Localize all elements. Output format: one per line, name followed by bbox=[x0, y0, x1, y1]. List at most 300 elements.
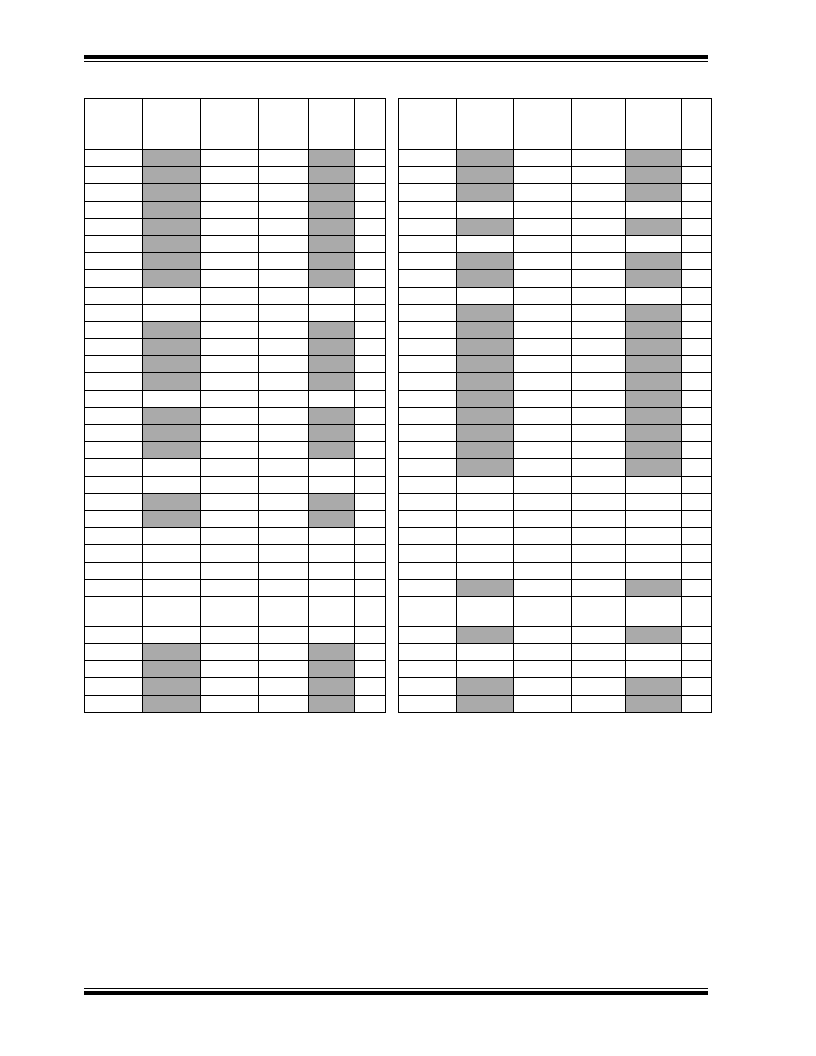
table-cell bbox=[457, 235, 514, 252]
table-cell bbox=[143, 287, 201, 304]
row-label-cell bbox=[85, 493, 143, 510]
table-cell bbox=[682, 304, 712, 321]
row-label-cell bbox=[85, 373, 143, 390]
table-cell bbox=[682, 695, 712, 712]
row-label-cell bbox=[399, 425, 457, 442]
shaded-cell bbox=[309, 201, 355, 218]
table-cell bbox=[682, 167, 712, 184]
table-cell bbox=[259, 373, 309, 390]
table-cell bbox=[259, 579, 309, 596]
table-cell bbox=[355, 596, 386, 626]
table-cell bbox=[259, 644, 309, 661]
shaded-cell bbox=[457, 270, 514, 287]
table-cell bbox=[626, 644, 682, 661]
table-cell bbox=[201, 407, 259, 424]
table-cell bbox=[201, 218, 259, 235]
table-cell bbox=[682, 528, 712, 545]
table-cell bbox=[201, 459, 259, 476]
shaded-cell bbox=[143, 253, 201, 270]
shaded-cell bbox=[309, 339, 355, 356]
row-label-cell bbox=[85, 661, 143, 678]
table-row bbox=[399, 545, 712, 562]
row-label-cell bbox=[85, 425, 143, 442]
table-row bbox=[399, 425, 712, 442]
table-cell bbox=[201, 493, 259, 510]
table-cell bbox=[457, 476, 514, 493]
table-cell bbox=[514, 184, 572, 201]
shaded-cell bbox=[457, 579, 514, 596]
table-cell bbox=[355, 644, 386, 661]
shaded-cell bbox=[309, 644, 355, 661]
table-cell bbox=[355, 235, 386, 252]
table-cell bbox=[682, 425, 712, 442]
row-label-cell bbox=[399, 218, 457, 235]
table-cell bbox=[626, 287, 682, 304]
shaded-cell bbox=[143, 167, 201, 184]
row-label-cell bbox=[399, 493, 457, 510]
table-row bbox=[85, 425, 386, 442]
shaded-cell bbox=[143, 356, 201, 373]
table-cell bbox=[201, 167, 259, 184]
table-cell bbox=[514, 150, 572, 167]
table-cell bbox=[143, 528, 201, 545]
table-cell bbox=[259, 287, 309, 304]
table-cell bbox=[514, 201, 572, 218]
shaded-cell bbox=[457, 339, 514, 356]
table-cell bbox=[259, 442, 309, 459]
table-cell bbox=[682, 510, 712, 527]
shaded-cell bbox=[143, 184, 201, 201]
table-cell bbox=[355, 287, 386, 304]
header-cell bbox=[259, 99, 309, 150]
table-cell bbox=[682, 493, 712, 510]
table-cell bbox=[259, 270, 309, 287]
row-label-cell bbox=[399, 510, 457, 527]
table-cell bbox=[355, 678, 386, 695]
table-cell bbox=[572, 304, 626, 321]
table-row bbox=[399, 407, 712, 424]
shaded-cell bbox=[309, 150, 355, 167]
table-cell bbox=[259, 339, 309, 356]
table-cell bbox=[355, 339, 386, 356]
row-label-cell bbox=[399, 442, 457, 459]
table-cell bbox=[572, 425, 626, 442]
shaded-cell bbox=[309, 510, 355, 527]
table-cell bbox=[259, 201, 309, 218]
shaded-cell bbox=[626, 390, 682, 407]
header-rule-thick bbox=[84, 55, 708, 59]
table-row bbox=[399, 235, 712, 252]
shaded-cell bbox=[457, 150, 514, 167]
table-cell bbox=[457, 661, 514, 678]
table-row bbox=[85, 235, 386, 252]
table-cell bbox=[682, 150, 712, 167]
table-row bbox=[85, 476, 386, 493]
table-row bbox=[85, 562, 386, 579]
table-cell bbox=[682, 626, 712, 643]
row-label-cell bbox=[85, 339, 143, 356]
row-label-cell bbox=[85, 218, 143, 235]
table-cell bbox=[355, 579, 386, 596]
shaded-cell bbox=[457, 167, 514, 184]
row-label-cell bbox=[85, 201, 143, 218]
table-row bbox=[85, 356, 386, 373]
table-cell bbox=[572, 321, 626, 338]
table-cell bbox=[572, 442, 626, 459]
table-cell bbox=[309, 596, 355, 626]
shaded-cell bbox=[626, 184, 682, 201]
header-cell bbox=[626, 99, 682, 150]
shaded-cell bbox=[309, 184, 355, 201]
table-cell bbox=[201, 562, 259, 579]
row-label-cell bbox=[399, 373, 457, 390]
table-cell bbox=[572, 661, 626, 678]
table-cell bbox=[572, 407, 626, 424]
shaded-cell bbox=[457, 626, 514, 643]
row-label-cell bbox=[85, 459, 143, 476]
row-label-cell bbox=[85, 528, 143, 545]
table-cell bbox=[626, 235, 682, 252]
table-row bbox=[399, 493, 712, 510]
table-cell bbox=[514, 287, 572, 304]
table-cell bbox=[355, 425, 386, 442]
shaded-cell bbox=[626, 167, 682, 184]
table-cell bbox=[682, 476, 712, 493]
table-cell bbox=[201, 270, 259, 287]
table-cell bbox=[355, 184, 386, 201]
shaded-cell bbox=[143, 661, 201, 678]
table-cell bbox=[259, 167, 309, 184]
shaded-cell bbox=[143, 678, 201, 695]
table-cell bbox=[572, 695, 626, 712]
row-label-cell bbox=[85, 644, 143, 661]
shaded-cell bbox=[626, 373, 682, 390]
table-cell bbox=[682, 678, 712, 695]
table-cell bbox=[201, 579, 259, 596]
table-cell bbox=[682, 373, 712, 390]
table-cell bbox=[355, 476, 386, 493]
table-cell bbox=[514, 390, 572, 407]
table-cell bbox=[355, 218, 386, 235]
shaded-cell bbox=[626, 253, 682, 270]
row-label-cell bbox=[399, 562, 457, 579]
table-cell bbox=[201, 596, 259, 626]
shaded-cell bbox=[309, 218, 355, 235]
table-cell bbox=[626, 661, 682, 678]
shaded-cell bbox=[309, 373, 355, 390]
table-cell bbox=[514, 695, 572, 712]
table-cell bbox=[682, 184, 712, 201]
table-cell bbox=[355, 321, 386, 338]
table-cell bbox=[682, 596, 712, 626]
table-row bbox=[399, 626, 712, 643]
table-cell bbox=[259, 493, 309, 510]
row-label-cell bbox=[399, 270, 457, 287]
table-cell bbox=[259, 425, 309, 442]
table-cell bbox=[572, 562, 626, 579]
row-label-cell bbox=[399, 459, 457, 476]
table-cell bbox=[572, 678, 626, 695]
table-cell bbox=[309, 304, 355, 321]
table-cell bbox=[514, 356, 572, 373]
shaded-cell bbox=[457, 356, 514, 373]
table-cell bbox=[682, 390, 712, 407]
table-cell bbox=[259, 626, 309, 643]
table-cell bbox=[355, 695, 386, 712]
table-row bbox=[399, 562, 712, 579]
table-cell bbox=[259, 695, 309, 712]
table-cell bbox=[259, 184, 309, 201]
table-row bbox=[399, 321, 712, 338]
table-row bbox=[85, 150, 386, 167]
table-cell bbox=[682, 201, 712, 218]
table-cell bbox=[201, 545, 259, 562]
table-cell bbox=[682, 644, 712, 661]
shaded-cell bbox=[626, 356, 682, 373]
table-header-row bbox=[85, 99, 386, 150]
table-cell bbox=[572, 235, 626, 252]
table-cell bbox=[682, 459, 712, 476]
shaded-cell bbox=[309, 321, 355, 338]
table-cell bbox=[572, 339, 626, 356]
table-cell bbox=[259, 253, 309, 270]
row-label-cell bbox=[85, 287, 143, 304]
table-cell bbox=[259, 321, 309, 338]
table-row bbox=[85, 270, 386, 287]
row-label-cell bbox=[85, 167, 143, 184]
table-cell bbox=[682, 321, 712, 338]
table-cell bbox=[143, 476, 201, 493]
table-cell bbox=[355, 373, 386, 390]
table-cell bbox=[457, 287, 514, 304]
table-cell bbox=[259, 661, 309, 678]
table-cell bbox=[514, 678, 572, 695]
shaded-cell bbox=[626, 407, 682, 424]
table-cell bbox=[572, 476, 626, 493]
table-row bbox=[85, 167, 386, 184]
shaded-cell bbox=[626, 459, 682, 476]
table-cell bbox=[201, 253, 259, 270]
table-cell bbox=[309, 476, 355, 493]
footer-rule-thick bbox=[84, 991, 708, 995]
table-cell bbox=[355, 407, 386, 424]
header-cell bbox=[514, 99, 572, 150]
table-row bbox=[399, 596, 712, 626]
header-cell bbox=[457, 99, 514, 150]
table-cell bbox=[355, 510, 386, 527]
table-cell bbox=[626, 596, 682, 626]
table-row bbox=[399, 304, 712, 321]
table-cell bbox=[259, 476, 309, 493]
table-cell bbox=[514, 373, 572, 390]
table-cell bbox=[682, 442, 712, 459]
row-label-cell bbox=[85, 235, 143, 252]
table-cell bbox=[259, 218, 309, 235]
row-label-cell bbox=[399, 661, 457, 678]
table-cell bbox=[143, 579, 201, 596]
row-label-cell bbox=[399, 167, 457, 184]
header-cell bbox=[682, 99, 712, 150]
row-label-cell bbox=[399, 321, 457, 338]
row-label-cell bbox=[399, 626, 457, 643]
table-cell bbox=[143, 562, 201, 579]
shaded-cell bbox=[457, 678, 514, 695]
table-row bbox=[85, 442, 386, 459]
table-cell bbox=[259, 459, 309, 476]
table-cell bbox=[201, 304, 259, 321]
table-cell bbox=[457, 545, 514, 562]
table-cell bbox=[514, 459, 572, 476]
table-cell bbox=[201, 695, 259, 712]
table-cell bbox=[682, 339, 712, 356]
shaded-cell bbox=[626, 150, 682, 167]
table-cell bbox=[514, 218, 572, 235]
table-cell bbox=[682, 545, 712, 562]
table-cell bbox=[259, 678, 309, 695]
table-row bbox=[399, 644, 712, 661]
shaded-cell bbox=[626, 442, 682, 459]
row-label-cell bbox=[85, 476, 143, 493]
row-label-cell bbox=[399, 545, 457, 562]
footer-rule-thin bbox=[84, 988, 708, 989]
table-row bbox=[399, 167, 712, 184]
table-row bbox=[85, 287, 386, 304]
table-row bbox=[85, 407, 386, 424]
table-cell bbox=[143, 596, 201, 626]
shaded-cell bbox=[626, 321, 682, 338]
table-cell bbox=[514, 626, 572, 643]
table-cell bbox=[201, 356, 259, 373]
table-cell bbox=[355, 442, 386, 459]
row-label-cell bbox=[399, 235, 457, 252]
table-cell bbox=[201, 339, 259, 356]
shaded-cell bbox=[143, 218, 201, 235]
shaded-cell bbox=[143, 644, 201, 661]
shaded-cell bbox=[309, 407, 355, 424]
table-cell bbox=[259, 528, 309, 545]
row-label-cell bbox=[399, 579, 457, 596]
shaded-cell bbox=[457, 459, 514, 476]
table-cell bbox=[572, 373, 626, 390]
table-row bbox=[399, 528, 712, 545]
table-cell bbox=[309, 562, 355, 579]
row-label-cell bbox=[399, 184, 457, 201]
shaded-cell bbox=[309, 442, 355, 459]
row-label-cell bbox=[85, 442, 143, 459]
table-cell bbox=[514, 528, 572, 545]
table-row bbox=[399, 339, 712, 356]
table-cell bbox=[572, 184, 626, 201]
shaded-cell bbox=[457, 695, 514, 712]
shaded-cell bbox=[309, 270, 355, 287]
shaded-cell bbox=[309, 235, 355, 252]
table-row bbox=[85, 304, 386, 321]
table-row bbox=[399, 661, 712, 678]
shaded-cell bbox=[457, 304, 514, 321]
table-row bbox=[399, 287, 712, 304]
table-cell bbox=[572, 253, 626, 270]
shaded-cell bbox=[309, 661, 355, 678]
table-cell bbox=[201, 150, 259, 167]
table-row bbox=[85, 661, 386, 678]
table-cell bbox=[572, 510, 626, 527]
table-cell bbox=[682, 562, 712, 579]
row-label-cell bbox=[85, 356, 143, 373]
shaded-cell bbox=[457, 218, 514, 235]
table-cell bbox=[259, 562, 309, 579]
table-cell bbox=[514, 644, 572, 661]
row-label-cell bbox=[399, 695, 457, 712]
table-row bbox=[399, 459, 712, 476]
row-label-cell bbox=[85, 695, 143, 712]
table-cell bbox=[355, 356, 386, 373]
table-cell bbox=[143, 390, 201, 407]
table-cell bbox=[514, 442, 572, 459]
table-row bbox=[85, 626, 386, 643]
table-cell bbox=[309, 459, 355, 476]
table-cell bbox=[626, 545, 682, 562]
table-cell bbox=[457, 562, 514, 579]
table-row bbox=[399, 695, 712, 712]
table-cell bbox=[514, 579, 572, 596]
table-cell bbox=[572, 270, 626, 287]
table-row bbox=[85, 373, 386, 390]
row-label-cell bbox=[399, 390, 457, 407]
table-cell bbox=[259, 356, 309, 373]
table-cell bbox=[201, 644, 259, 661]
table-cell bbox=[682, 407, 712, 424]
shaded-cell bbox=[309, 695, 355, 712]
left-table bbox=[84, 98, 386, 713]
table-row bbox=[399, 678, 712, 695]
table-row bbox=[85, 695, 386, 712]
shaded-cell bbox=[626, 270, 682, 287]
table-cell bbox=[514, 510, 572, 527]
table-row bbox=[85, 510, 386, 527]
row-label-cell bbox=[85, 678, 143, 695]
table-cell bbox=[626, 201, 682, 218]
table-cell bbox=[355, 270, 386, 287]
table-cell bbox=[572, 390, 626, 407]
table-cell bbox=[572, 545, 626, 562]
row-label-cell bbox=[85, 270, 143, 287]
table-row bbox=[399, 510, 712, 527]
table-cell bbox=[626, 562, 682, 579]
table-cell bbox=[355, 626, 386, 643]
table-cell bbox=[682, 579, 712, 596]
table-cell bbox=[626, 476, 682, 493]
table-cell bbox=[355, 459, 386, 476]
table-cell bbox=[355, 528, 386, 545]
table-cell bbox=[514, 407, 572, 424]
table-row bbox=[399, 390, 712, 407]
table-cell bbox=[572, 287, 626, 304]
table-row bbox=[399, 373, 712, 390]
table-cell bbox=[143, 304, 201, 321]
shaded-cell bbox=[457, 425, 514, 442]
shaded-cell bbox=[626, 304, 682, 321]
table-cell bbox=[309, 528, 355, 545]
table-cell bbox=[572, 167, 626, 184]
row-label-cell bbox=[399, 476, 457, 493]
table-cell bbox=[201, 235, 259, 252]
header-cell bbox=[201, 99, 259, 150]
table-cell bbox=[514, 562, 572, 579]
table-cell bbox=[201, 510, 259, 527]
table-cell bbox=[457, 596, 514, 626]
table-row bbox=[85, 253, 386, 270]
table-cell bbox=[201, 201, 259, 218]
